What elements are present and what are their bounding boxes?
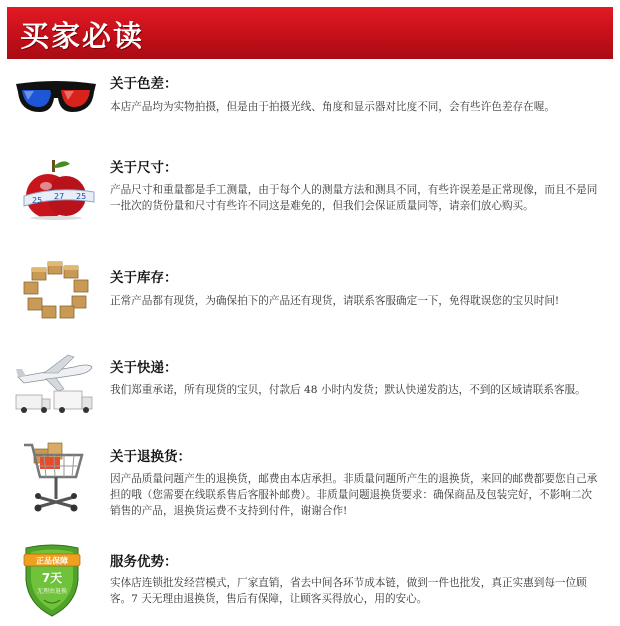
tape-number-1: 25 xyxy=(32,196,43,205)
section-heading: 关于退换货： xyxy=(110,449,191,465)
section-text: 正常产品都有现货，为确保拍下的产品还有现货，请联系客服确定一下，免得耽误您的宝贝时间! xyxy=(110,295,560,307)
shield-bottom-text: 无理由退换 xyxy=(36,588,68,595)
header-banner xyxy=(7,7,613,59)
section-text: 我们郑重承诺，所有现货的宝贝，付款后 48 小时内发货；默认快递发韵达，不到的区域请联系客服。 xyxy=(110,384,586,396)
section-heading: 关于尺寸： xyxy=(110,160,178,176)
shield-top-text: 正品保障 xyxy=(36,556,68,566)
section-size xyxy=(0,150,620,240)
shopping-cart-icon xyxy=(20,441,86,521)
page-title: 买家必读 xyxy=(20,19,145,53)
airplane-trucks-icon xyxy=(14,351,96,421)
section-heading: 关于色差： xyxy=(110,76,178,92)
section-heading: 关于快递： xyxy=(110,360,178,376)
section-returns xyxy=(0,439,620,529)
3d-glasses-icon xyxy=(14,78,98,122)
shield-mid-text: 7天 xyxy=(41,571,63,585)
section-heading: 关于库存： xyxy=(110,270,178,286)
boxes-circle-icon xyxy=(20,260,92,326)
shield-badge-icon xyxy=(22,542,82,622)
section-text: 因产品质量问题产生的退换货，邮费由本店承担。非质量问题所产生的退换货，来回的邮费都要您自己承担的哦（您需要在线联系售后客服补邮费）。非质量问题退换货要求：确保商品及包装完好，不影响二次销售的产品，退换货运费不支持到付件，谢谢合作! xyxy=(110,473,598,517)
tape-number-2: 27 xyxy=(54,192,65,201)
section-text: 产品尺寸和重量都是手工测量，由于每个人的测量方法和测具不同，有些许误差是正常现像，而且不是同一批次的货份量和尺寸有些许不同这是难免的，但我们会保证质量同等，请亲们放心购买。 xyxy=(110,184,598,212)
tape-number-3: 25 xyxy=(76,192,87,201)
section-text: 实体店连锁批发经营模式，厂家直销，省去中间各环节成本链，做到一件也批发，真正实惠到每一位顾客。7 天无理由退换货，售后有保障，让顾客买得放心，用的安心。 xyxy=(110,577,587,605)
section-delivery xyxy=(0,349,620,424)
section-color-difference xyxy=(0,64,620,134)
section-service-advantages xyxy=(0,540,620,622)
section-text: 本店产品均为实物拍摄，但是由于拍摄光线、角度和显示器对比度不同，会有些许色差存在喔。 xyxy=(110,101,555,113)
section-heading: 服务优势： xyxy=(110,554,178,570)
section-stock xyxy=(0,258,620,328)
apple-measuring-tape-icon xyxy=(18,158,96,224)
